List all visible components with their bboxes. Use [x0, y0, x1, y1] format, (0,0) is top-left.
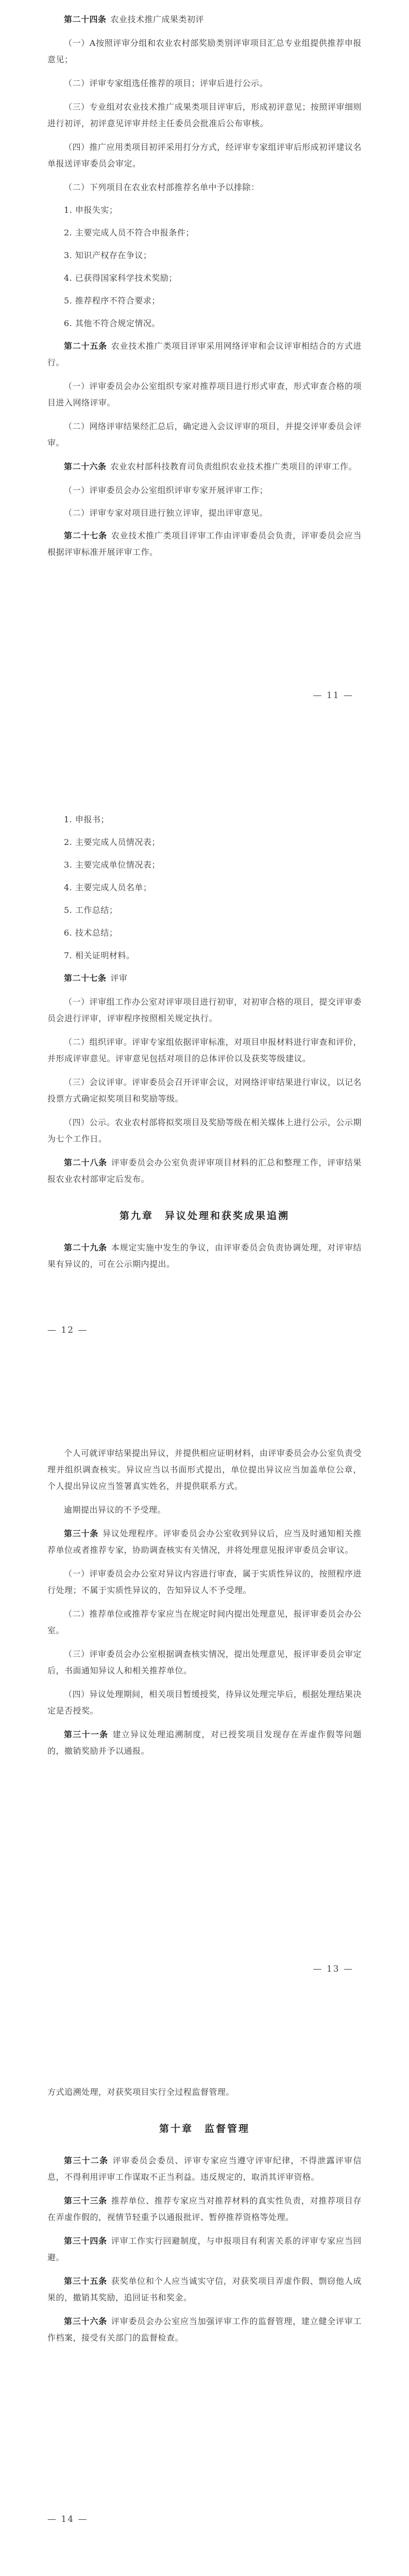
- page-number: — 14 —: [47, 2514, 88, 2524]
- paragraph-text: 评审委员会办公室负责评审项目材料的汇总和整理工作，评审结果报农业农村部审定后发布。: [47, 1158, 362, 1184]
- paragraph-text: 评审工作实行回避制度，与申报项目有利害关系的评审专家应当回避。: [47, 2236, 362, 2262]
- paragraph-text: 评审委员会委员、评审专家应当遵守评审纪律，不得泄露评审信息，不得利用评审工作谋取不正当利益。违反规定的，取消其评审资格。: [47, 2156, 362, 2182]
- list-item: 2. 主要完成人员不符合申报条件；: [64, 228, 194, 238]
- clause-paragraph: [47, 99, 362, 132]
- article-paragraph: [47, 2193, 362, 2226]
- paragraph-text: 评审: [110, 973, 128, 983]
- article-paragraph: [47, 1726, 362, 1759]
- paragraph-text: 推荐单位、推荐专家应当对推荐材料的真实性负责，对推荐项目存在弄虚作假的，视情节轻重予以通报批评、暂停推荐资格等处理。: [47, 2196, 362, 2222]
- paragraph-text: （二）评审专家组选任推荐的项目；评审后进行公示。: [64, 78, 268, 88]
- clause-paragraph: [47, 1646, 362, 1679]
- article-paragraph: [47, 11, 362, 28]
- paragraph-text: 农业技术推广成果类初评: [110, 14, 204, 24]
- article-number: 第三十三条: [64, 2196, 107, 2206]
- article-paragraph: [47, 2153, 362, 2185]
- chapter-heading: 第十章 监督管理: [159, 2123, 250, 2134]
- article-number: 第三十一条: [64, 1730, 109, 1739]
- article-29: 第二十九条 本规定实施中发生的争议，由评审委员会负责协调处理，对评审结果有异议的，可在公示期内提出。: [47, 1243, 362, 1269]
- paragraph-text: 逾期提出异议的不予受理。: [64, 1505, 166, 1515]
- list-item: 3. 主要完成单位情况表；: [64, 860, 160, 870]
- page-number: — 13 —: [313, 1964, 353, 1974]
- list-item: 4. 主要完成人员名单；: [64, 883, 152, 892]
- article-27: 第二十七条 农业技术推广类项目评审工作由评审委员会负责，评审委员会应当根据评审标准开展评审工作。: [47, 531, 362, 557]
- paragraph-text: （一）A按照评审分组和农业农村部奖励类别评审项目汇总专业组提供推荐申报意见；: [47, 38, 362, 64]
- paragraph-text: （一）评审委员会办公室对异议内容进行审查，属于实质性异议的，按照程序进行处理；不属于实质性异议的，告知异议人不予受理。: [47, 1569, 362, 1595]
- clause-paragraph: [47, 418, 362, 451]
- paragraph-text: （三）会议评审。评审委员会召开评审会议，对网络评审结果进行审议，以记名投票方式确定拟奖项目和奖励等级。: [47, 1077, 362, 1104]
- paragraph-text: （一）评审组工作办公室对评审项目进行初审，对初审合格的项目，提交评审委员会进行评审，评审程序按照相关规定执行。: [47, 997, 362, 1023]
- list-item: 4. 已获得国家科学技术奖励；: [64, 273, 177, 283]
- clause-paragraph: [47, 378, 362, 411]
- article-number: 第二十四条: [64, 14, 107, 24]
- article-paragraph: [47, 1155, 362, 1188]
- clause-paragraph: [47, 139, 362, 172]
- clause-paragraph: [47, 1566, 362, 1599]
- clause-paragraph: [47, 1686, 362, 1719]
- continued-paragraph: 方式追溯处理，对获奖项目实行全过程监督管理。: [47, 2087, 235, 2097]
- article-number: 第二十五条: [64, 341, 107, 351]
- clause-paragraph: [47, 1502, 362, 1518]
- paragraph-text: （三）评审委员会办公室根据调查核实情况，提出处理意见，报评审委员会审定后，书面通知异议人和相关推荐单位。: [47, 1649, 362, 1675]
- clause-paragraph: [47, 1034, 362, 1067]
- paragraph-text: （四）推广应用类项目初评采用打分方式，经评审专家组评审后形成初评建议名单报送评审委员会审定。: [47, 142, 362, 168]
- document-page-1: [0, 0, 409, 726]
- article-number: 第三十六条: [64, 2316, 107, 2326]
- document-page-5: [0, 2550, 409, 2576]
- article-number: 第二十八条: [64, 1158, 107, 1167]
- article-paragraph: [47, 970, 362, 987]
- chapter-heading: 第九章 异议处理和获奖成果追溯: [119, 1210, 289, 1222]
- paragraph-text: （二）网络评审结果经汇总后，确定进入会议评审的项目，并提交评审委员会评审。: [47, 421, 362, 448]
- paragraph-text: （一）评审委员会办公室组织专家对推荐项目进行形式审查，形式审查合格的项目进入网络评审。: [47, 381, 362, 408]
- paragraph-text: （二）组织评审。评审专家组依据评审标准，对项目申报材料进行审查和评价，并形成评审意见。评审意见包括对项目的总体评价以及获奖等级建议。: [47, 1037, 362, 1063]
- paragraph-text: （二）推荐单位或推荐专家应当在规定时间内提出处理意见，报评审委员会办公室。: [47, 1609, 362, 1635]
- paragraph-text: （四）异议处理期间，相关项目暂缓授奖，待异议处理完毕后，根据处理结果决定是否授奖。: [47, 1689, 362, 1716]
- paragraph-text: 异议处理程序。评审委员会办公室收到异议后，应当及时通知相关推荐单位或者推荐专家，协助调查核实有关情况，并将处理意见报评审委员会审议。: [47, 1529, 362, 1555]
- article-number: 第三十五条: [64, 2276, 107, 2286]
- paragraph-text: 个人可就评审结果提出异议，并提供相应证明材料，由评审委员会办公室负责受理并组织调查核实。异议应当以书面形式提出，单位提出异议应当加盖单位公章，个人提出异议应当签署真实姓名，并提供联系方式。: [47, 1448, 362, 1491]
- clause-paragraph: [47, 75, 362, 92]
- list-item: 7. 相关证明材料。: [64, 951, 135, 960]
- article-number: 第三十四条: [64, 2236, 107, 2246]
- list-item: （一）评审委员会办公室组织评审专家开展评审工作；: [64, 485, 268, 495]
- clause-paragraph: [47, 994, 362, 1027]
- article-number: 第三十二条: [64, 2156, 109, 2165]
- clause-paragraph: [47, 1606, 362, 1639]
- list-item: （二）评审专家对项目进行独立评审，提出评审意见。: [64, 508, 268, 518]
- article-paragraph: [47, 2233, 362, 2266]
- list-item: 1. 申报书；: [64, 815, 109, 824]
- page-number: — 12 —: [47, 1325, 88, 1335]
- clause-paragraph: [47, 1074, 362, 1107]
- article-number: 第二十七条: [64, 973, 107, 983]
- paragraph-text: （三）专业组对农业技术推广成果类项目评审后，形成初评意见；按照评审细则进行初评，初评意见评审并经主任委员会批准后公布审核。: [47, 102, 362, 128]
- paragraph-text: （四）公示。农业农村部将拟奖项目及奖励等级在相关媒体上进行公示，公示期为七个工作日。: [47, 1117, 362, 1144]
- document-page-3: [0, 1360, 409, 1999]
- clause-paragraph: [47, 1114, 362, 1147]
- article-paragraph: [47, 338, 362, 371]
- list-item: 5. 推荐程序不符合要求；: [64, 296, 160, 306]
- article-26: 第二十六条 农业农村部科技教育司负责组织农业技术推广类项目的评审工作。: [64, 462, 357, 471]
- paragraph-text: 建立异议处理追溯制度，对已授奖项目发现存在弄虚作假等问题的，撤销奖励并予以通报。: [47, 1730, 362, 1756]
- article-number: 第三十条: [64, 1529, 99, 1538]
- page-number: — 11 —: [313, 690, 353, 701]
- paragraph-text: 评审委员会办公室应当加强评审工作的监督管理，建立健全评审工作档案，接受有关部门的监督检查。: [47, 2316, 362, 2343]
- list-item: 2. 主要完成人员情况表；: [64, 837, 160, 847]
- list-item: 6. 技术总结；: [64, 928, 118, 938]
- article-paragraph: [47, 2313, 362, 2346]
- list-item: 6. 其他不符合规定情况。: [64, 318, 160, 328]
- paragraph-text: 获奖单位和个人应当诚实守信，对获奖项目弄虚作假、剽窃他人成果的，撤销其奖励，追回证书和奖金。: [47, 2276, 362, 2302]
- list-item: 5. 工作总结；: [64, 905, 118, 915]
- article-paragraph: [47, 1526, 362, 1558]
- clause-paragraph: [47, 35, 362, 68]
- list-item: 1. 申报失实；: [64, 205, 118, 215]
- clause-paragraph: [47, 1445, 362, 1495]
- paragraph-text: 农业技术推广类项目评审采用网络评审和会议评审相结合的方式进行。: [47, 341, 362, 367]
- document-page-4: [0, 1999, 409, 2550]
- document-page-2: [0, 726, 409, 1360]
- list-item: 3. 知识产权存在争议；: [64, 250, 152, 260]
- article-paragraph: [47, 2273, 362, 2306]
- list-intro: （二）下列项目在农业农村部推荐名单中予以排除：: [64, 182, 260, 192]
